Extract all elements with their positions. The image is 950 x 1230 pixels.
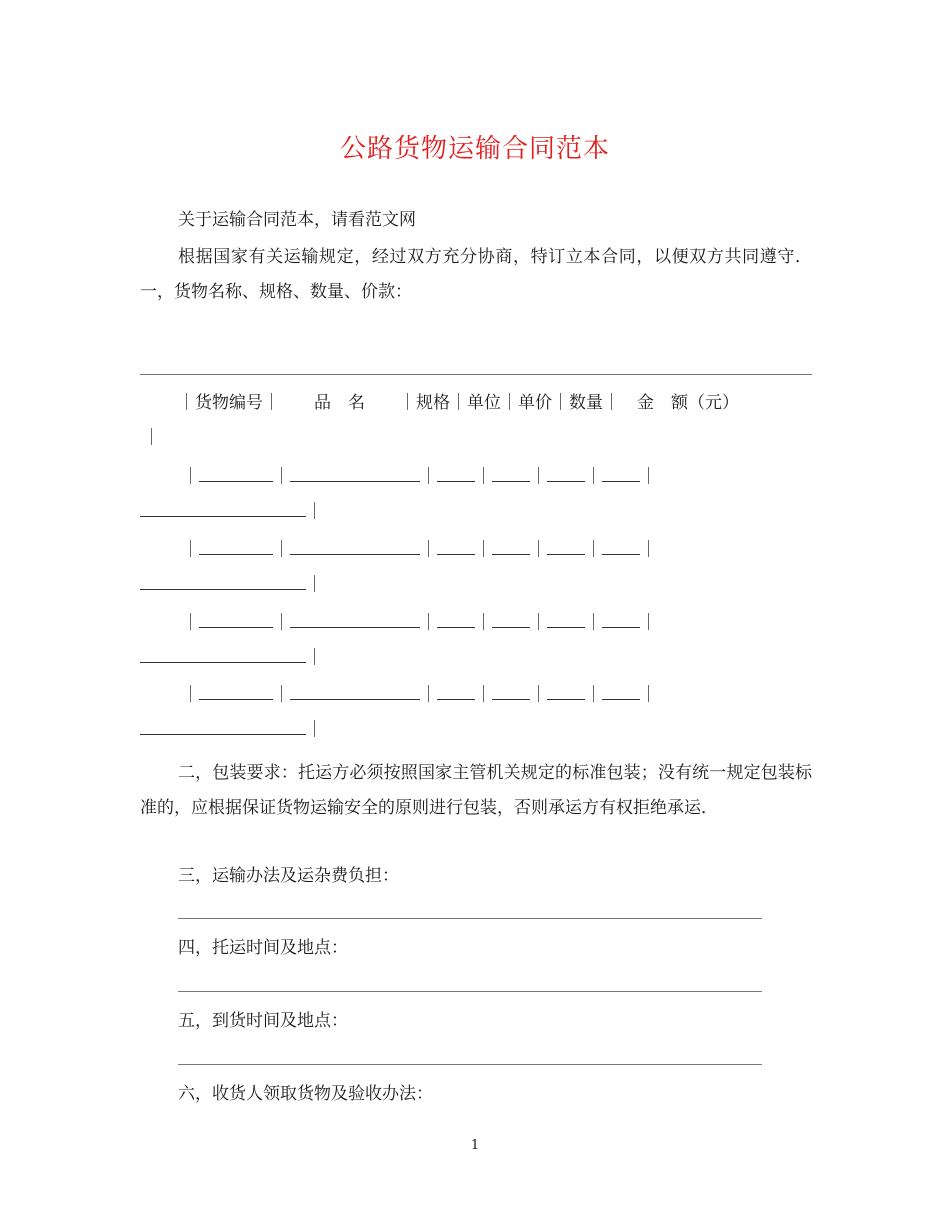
clause-transport-method: 三，运输办法及运杂费负担： [178,866,399,886]
table-row-amount-blank: ｜ [140,501,323,522]
fill-in-line [178,991,762,992]
table-top-rule [140,374,812,375]
table-row-blanks: ｜ ｜ ｜ ｜ ｜ ｜ ｜ [182,467,657,487]
preamble-paragraph: 根据国家有关运输规定，经过双方充分协商，特订立本合同，以便双方共同遵守．一，货物名称、规格、数量、价款： [140,247,812,302]
table-row-blanks: ｜ ｜ ｜ ｜ ｜ ｜ ｜ [182,613,657,633]
table-header: ｜货物编号｜ 品 名 ｜规格｜单位｜单价｜数量｜ 金 额（元） [178,393,739,413]
clause-consign-time-place: 四，托运时间及地点： [178,938,348,958]
table-header-tail: ｜ [143,428,160,448]
clause-receipt-inspection: 六，收货人领取货物及验收办法： [178,1084,433,1104]
fill-in-line [178,1064,762,1065]
intro-line: 关于运输合同范本，请看范文网 [178,210,416,230]
fill-in-line [178,918,762,919]
clause-arrival-time-place: 五，到货时间及地点： [178,1011,348,1031]
table-row-blanks: ｜ ｜ ｜ ｜ ｜ ｜ ｜ [182,685,657,705]
document-title: 公路货物运输合同范本 [339,134,610,164]
table-row-amount-blank: ｜ [140,574,323,595]
table-row-amount-blank: ｜ [140,647,323,668]
page-number: 1 [470,1138,480,1153]
table-row-blanks: ｜ ｜ ｜ ｜ ｜ ｜ ｜ [182,540,657,560]
table-row-amount-blank: ｜ [140,719,323,740]
clause-packaging: 二，包装要求：托运方必须按照国家主管机关规定的标准包装；没有统一规定包装标准的，应根据保证货物运输安全的原则进行包装，否则承运方有权拒绝承运． [140,763,812,818]
